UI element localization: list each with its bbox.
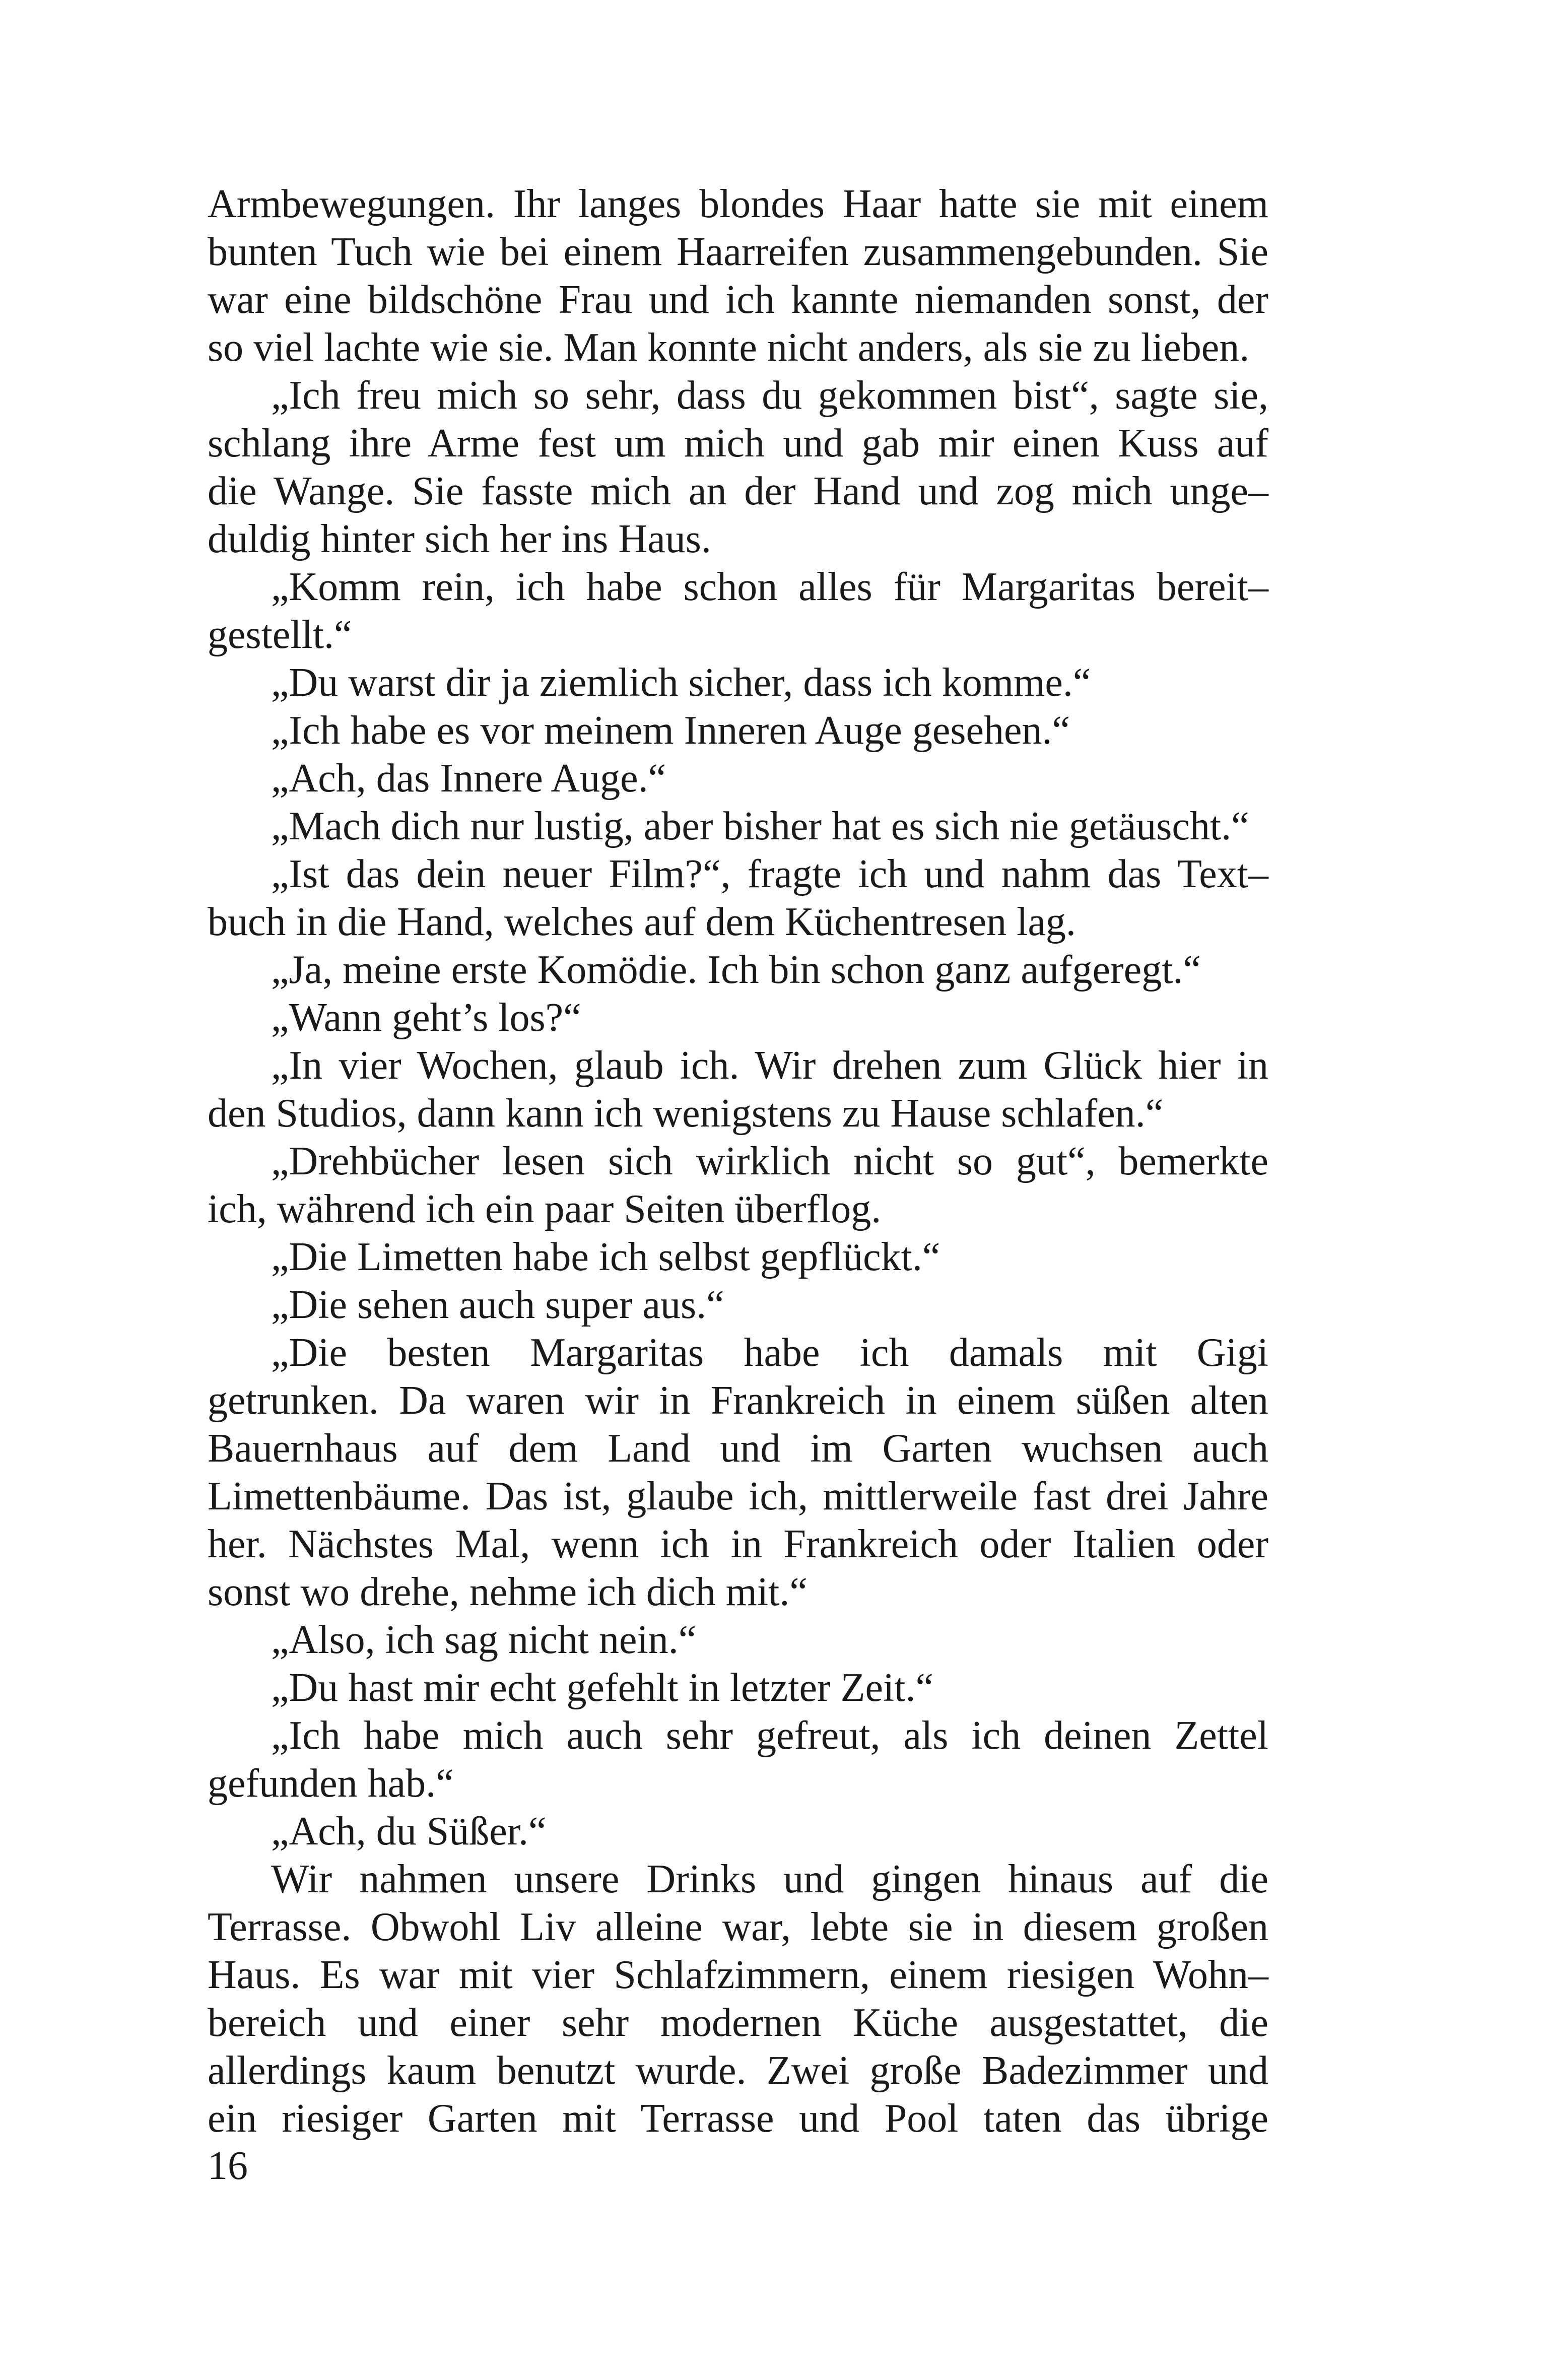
text-line: Terrasse. Obwohl Liv alleine war, lebte sie in diesem großen bbox=[208, 1905, 1268, 1949]
text-line: ich, während ich ein paar Seiten überflog. bbox=[208, 1187, 882, 1231]
text-line: „Die besten Margaritas habe ich damals mit Gigi bbox=[271, 1331, 1268, 1375]
text-line: her. Nächstes Mal, wenn ich in Frankreich oder Italien oder bbox=[208, 1522, 1268, 1566]
text-line: „Die sehen auch super aus.“ bbox=[271, 1283, 724, 1327]
text-line: die Wange. Sie fasste mich an der Hand und zog mich unge– bbox=[208, 469, 1268, 513]
page-number: 16 bbox=[208, 2144, 248, 2188]
text-line: „Ach, du Süßer.“ bbox=[271, 1809, 547, 1854]
text-line: war eine bildschöne Frau und ich kannte niemanden sonst, der bbox=[208, 278, 1268, 322]
text-line: ein riesiger Garten mit Terrasse und Pool taten das übrige bbox=[208, 2096, 1268, 2141]
text-line: Bauernhaus auf dem Land und im Garten wuchsen auch bbox=[208, 1426, 1268, 1471]
text-line: „Drehbücher lesen sich wirklich nicht so gut“, bemerkte bbox=[271, 1139, 1268, 1183]
text-line: gefunden hab.“ bbox=[208, 1761, 454, 1806]
text-line: „Ich habe mich auch sehr gefreut, als ich deinen Zettel bbox=[271, 1713, 1268, 1758]
text-line: Armbewegungen. Ihr langes blondes Haar hatte sie mit einem bbox=[208, 182, 1268, 226]
text-line: „Du hast mir echt gefehlt in letzter Zeit.“ bbox=[271, 1666, 933, 1710]
text-line: „Mach dich nur lustig, aber bisher hat es sich nie getäuscht.“ bbox=[271, 804, 1249, 848]
text-line: duldig hinter sich her ins Haus. bbox=[208, 517, 711, 561]
text-line: Wir nahmen unsere Drinks und gingen hinaus auf die bbox=[271, 1857, 1268, 1901]
text-line: „Du warst dir ja ziemlich sicher, dass ich komme.“ bbox=[271, 660, 1091, 705]
text-line: „Ich freu mich so sehr, dass du gekommen bist“, sagte sie, bbox=[271, 373, 1268, 418]
text-line: „Ist das dein neuer Film?“, fragte ich und nahm das Text– bbox=[271, 852, 1268, 896]
text-line: den Studios, dann kann ich wenigstens zu Hause schlafen.“ bbox=[208, 1091, 1164, 1136]
text-line: schlang ihre Arme fest um mich und gab mir einen Kuss auf bbox=[208, 421, 1268, 466]
text-line: so viel lachte wie sie. Man konnte nicht anders, als sie zu lieben. bbox=[208, 325, 1250, 370]
text-line: Haus. Es war mit vier Schlafzimmern, einem riesigen Wohn– bbox=[208, 1953, 1268, 1997]
text-line: Limettenbäume. Das ist, glaube ich, mittlerweile fast drei Jahre bbox=[208, 1474, 1268, 1518]
text-line: „Ja, meine erste Komödie. Ich bin schon ganz aufgeregt.“ bbox=[271, 948, 1201, 992]
text-line: gestellt.“ bbox=[208, 613, 352, 657]
text-line: „Also, ich sag nicht nein.“ bbox=[271, 1618, 697, 1662]
text-line: sonst wo drehe, nehme ich dich mit.“ bbox=[208, 1570, 808, 1614]
text-line: bereich und einer sehr modernen Küche ausgestattet, die bbox=[208, 2001, 1268, 2045]
text-line: bunten Tuch wie bei einem Haarreifen zusammengebunden. Sie bbox=[208, 230, 1268, 274]
text-line: „Komm rein, ich habe schon alles für Margaritas bereit– bbox=[271, 565, 1268, 609]
text-line: allerdings kaum benutzt wurde. Zwei große Badezimmer und bbox=[208, 2048, 1268, 2093]
text-line: „Ich habe es vor meinem Inneren Auge gesehen.“ bbox=[271, 708, 1070, 753]
text-line: „Die Limetten habe ich selbst gepflückt.“ bbox=[271, 1235, 940, 1279]
text-line: „In vier Wochen, glaub ich. Wir drehen zum Glück hier in bbox=[271, 1043, 1268, 1088]
text-line: getrunken. Da waren wir in Frankreich in einem süßen alten bbox=[208, 1378, 1268, 1423]
text-line: buch in die Hand, welches auf dem Küchentresen lag. bbox=[208, 900, 1076, 944]
text-line: „Wann geht’s los?“ bbox=[271, 996, 581, 1040]
body-text bbox=[208, 180, 1268, 2143]
text-line: „Ach, das Innere Auge.“ bbox=[271, 756, 666, 801]
